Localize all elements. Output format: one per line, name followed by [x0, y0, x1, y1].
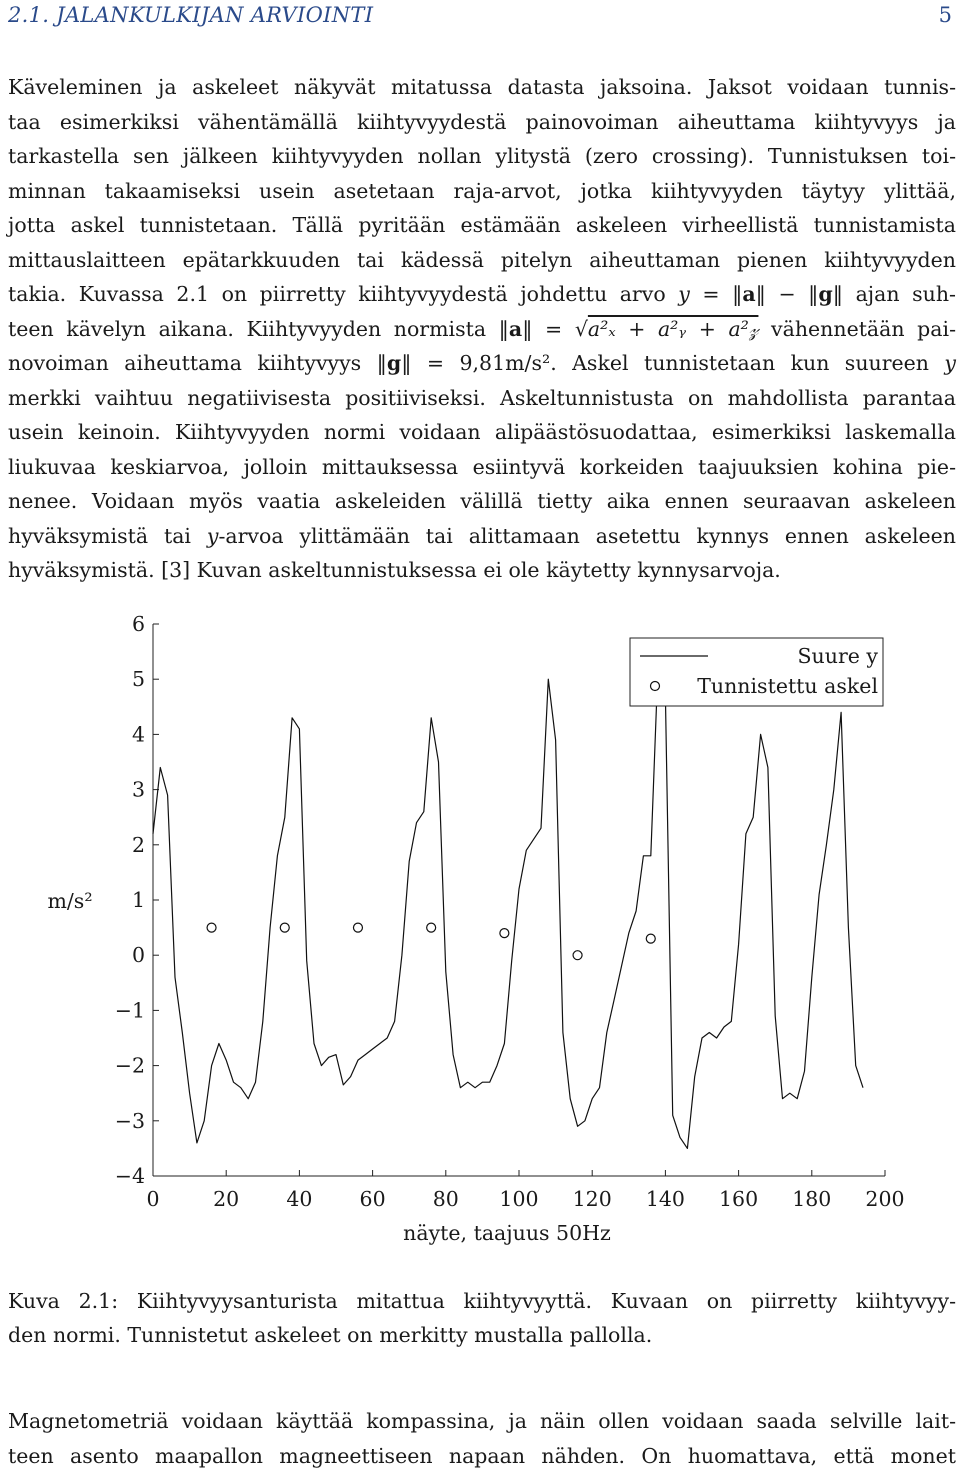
legend-marker-swatch	[651, 682, 660, 691]
x-tick-label: 120	[573, 1187, 612, 1211]
text-run: teen kävelyn aikana. Kiihtyvyyden normista	[8, 317, 499, 341]
page-number: 5	[939, 3, 956, 27]
text-line: novoiman aiheuttama kiihtyvyys ‖g‖ = 9,81m/s². Askel tunnistetaan kun suureen y	[8, 346, 956, 381]
math-sqrt-radicand: a²ₓ + a²ᵧ + a²𝓏	[588, 317, 759, 341]
text-line: Käveleminen ja askeleet näkyvät mitatussa datasta jaksoina. Jaksot voidaan tunnis-	[8, 70, 956, 105]
y-tick-label: −3	[115, 1109, 145, 1133]
step-marker	[500, 929, 509, 938]
text-run: -arvoa ylittämään tai alittamaan asetettu kynnys ennen askeleen	[218, 524, 956, 548]
text-run: hyväksymistä tai	[8, 524, 207, 548]
text-run: vähennetään pai-	[758, 317, 956, 341]
page-header	[8, 0, 956, 30]
body-paragraph-2	[8, 1404, 956, 1473]
text-run: takia. Kuvassa 2.1 on piirretty kiihtyvyydestä johdettu arvo	[8, 282, 678, 306]
math-vector-a: a	[742, 282, 755, 306]
x-tick-label: 100	[499, 1187, 538, 1211]
y-tick-label: 2	[132, 833, 145, 857]
text-line: minnan takaamiseksi usein asetetaan raja-arvot, jotka kiihtyvyyden täytyy ylittää,	[8, 174, 956, 209]
x-tick-label: 140	[646, 1187, 685, 1211]
y-tick-label: −1	[115, 998, 145, 1022]
body-paragraph-1	[8, 70, 956, 588]
x-tick-label: 0	[146, 1187, 159, 1211]
series-line-suure-y	[153, 663, 863, 1149]
legend-label-suure-y: Suure y	[798, 644, 879, 668]
math-op: −	[766, 282, 808, 306]
figure-caption	[8, 1284, 956, 1352]
text-line: tarkastella sen jälkeen kiihtyvyyden nollan ylitystä (zero crossing). Tunnistuksen toi-	[8, 139, 956, 174]
math-vector-a: a	[509, 317, 522, 341]
y-tick-label: 3	[132, 778, 145, 802]
text-line: liukuvaa keskiarvoa, jolloin mittauksessa esiintyvä korkeiden taajuuksien kohina pie-	[8, 450, 956, 485]
y-tick-label: −2	[115, 1054, 145, 1078]
text-line: hyväksymistä. [3] Kuvan askeltunnistuksessa ei ole käytetty kynnysarvoja.	[8, 553, 956, 588]
y-tick-label: 1	[132, 888, 145, 912]
text-run: novoiman aiheuttama kiihtyvyys	[8, 351, 377, 375]
text-line: jotta askel tunnistetaan. Tällä pyritään estämään askeleen virheellistä tunnistamista	[8, 208, 956, 243]
step-marker	[646, 934, 655, 943]
x-tick-label: 80	[433, 1187, 459, 1211]
x-tick-label: 40	[286, 1187, 312, 1211]
text-line: teen asento maapallon magneettiseen napaan nähden. On huomattava, että monet	[8, 1439, 956, 1473]
math-y: y	[944, 351, 956, 375]
y-tick-label: 6	[132, 612, 145, 636]
y-tick-label: −4	[115, 1164, 145, 1188]
acceleration-chart	[0, 600, 960, 1260]
text-line	[8, 519, 956, 554]
math-y: y	[678, 282, 690, 306]
y-axis-label: m/s²	[47, 889, 92, 913]
math-op: =	[532, 317, 574, 341]
text-run: ajan suh-	[843, 282, 956, 306]
math-op: =	[690, 282, 732, 306]
legend-label-tunnistettu-askel: Tunnistettu askel	[697, 674, 878, 698]
step-marker	[353, 923, 362, 932]
figure-2-1	[0, 600, 960, 1260]
text-line: merkki vaihtuu negatiivisesta positiiviseksi. Askeltunnistusta on mahdollista parantaa	[8, 381, 956, 416]
text-line: Magnetometriä voidaan käyttää kompassina, ja näin ollen voidaan saada selville lait-	[8, 1404, 956, 1439]
y-tick-label: 0	[132, 943, 145, 967]
x-tick-label: 180	[792, 1187, 831, 1211]
x-tick-label: 160	[719, 1187, 758, 1211]
step-marker	[280, 923, 289, 932]
y-tick-label: 5	[132, 667, 145, 691]
math-value: = 9,81m/s²	[411, 351, 550, 375]
text-line: teen kävelyn aikana. Kiihtyvyyden normista ‖a‖ = √a²ₓ + a²ᵧ + a²𝓏 vähennetään pai-	[8, 312, 956, 347]
x-tick-label: 20	[213, 1187, 239, 1211]
y-tick-label: 4	[132, 722, 145, 746]
text-line: nenee. Voidaan myös vaatia askeleiden välillä tietty aika ennen seuraavan askeleen	[8, 484, 956, 519]
caption-line: Kuva 2.1: Kiihtyvyysanturista mitattua kiihtyvyyttä. Kuvaan on piirretty kiihtyvyy-	[8, 1284, 956, 1318]
caption-line: den normi. Tunnistetut askeleet on merkitty mustalla pallolla.	[8, 1318, 956, 1352]
math-y: y	[207, 524, 219, 548]
step-marker	[573, 951, 582, 960]
step-marker	[207, 923, 216, 932]
text-line: taa esimerkiksi vähentämällä kiihtyvyydestä painovoiman aiheuttama kiihtyvyys ja	[8, 105, 956, 140]
step-marker	[427, 923, 436, 932]
text-run: . Askel tunnistetaan kun suureen	[550, 351, 944, 375]
x-tick-label: 60	[360, 1187, 386, 1211]
section-title: 2.1. JALANKULKIJAN ARVIOINTI	[8, 3, 373, 27]
text-line: takia. Kuvassa 2.1 on piirretty kiihtyvyydestä johdettu arvo y = ‖a‖ − ‖g‖ ajan suh-	[8, 277, 956, 312]
text-line: usein keinoin. Kiihtyvyyden normi voidaan alipäästösuodattaa, esimerkiksi laskemalla	[8, 415, 956, 450]
x-axis-label: näyte, taajuus 50Hz	[403, 1221, 611, 1245]
x-tick-label: 200	[865, 1187, 904, 1211]
math-vector-g: g	[387, 351, 401, 375]
math-vector-g: g	[818, 282, 832, 306]
text-line: mittauslaitteen epätarkkuuden tai kädessä pitelyn aiheuttaman pienen kiihtyvyyden	[8, 243, 956, 278]
